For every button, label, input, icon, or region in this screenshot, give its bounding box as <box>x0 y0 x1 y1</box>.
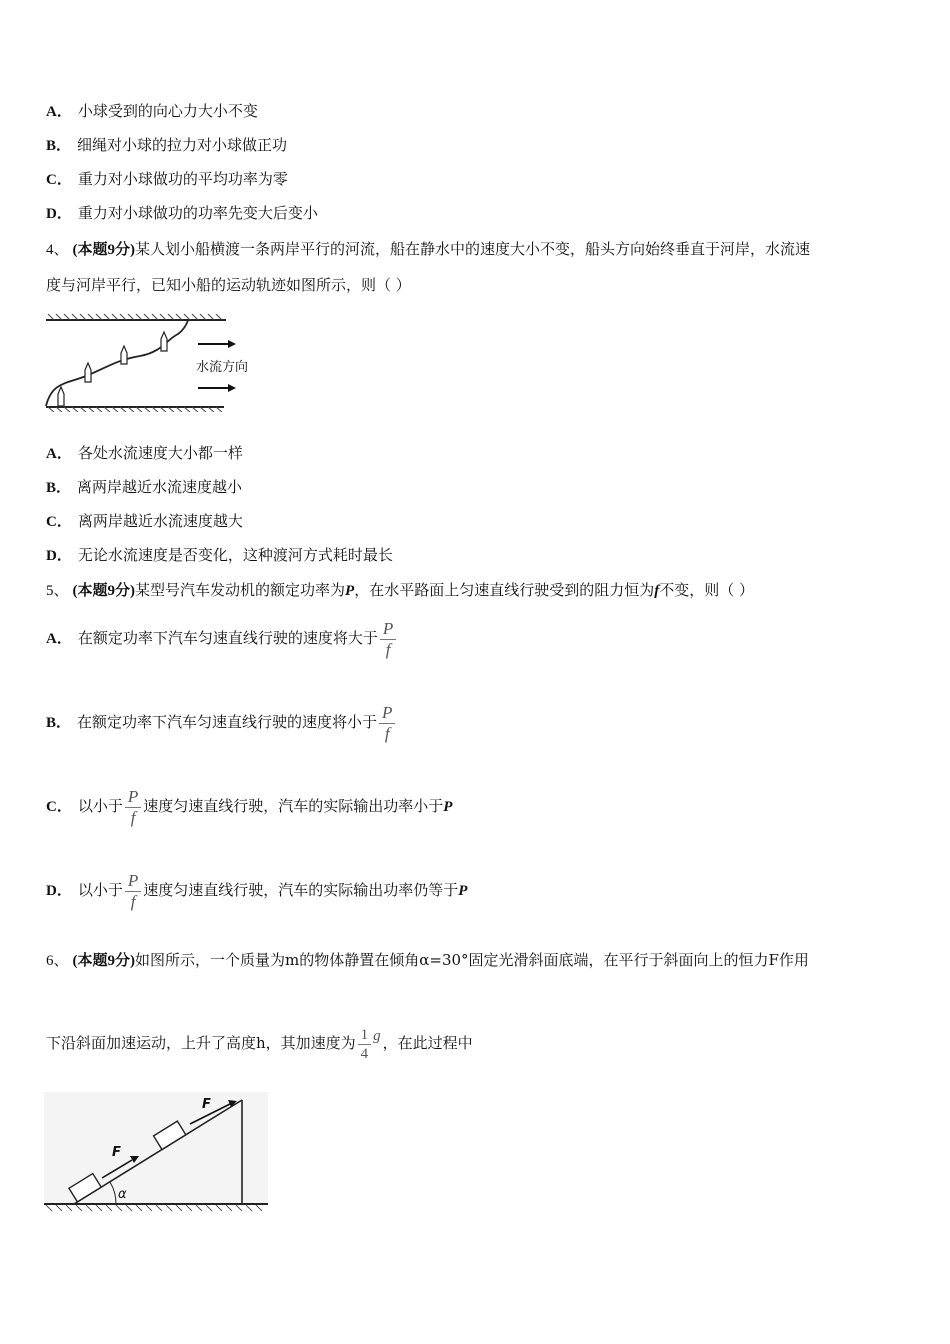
q6-stem-line1: 6、 (本题9分)如图所示，一个质量为m的物体静置在倾角α=30°固定光滑斜面底端，在平行于斜面向上的恒力F作用 <box>46 951 809 969</box>
flow-direction-label: 水流方向 <box>196 360 249 375</box>
q4-option-b: B． 离两岸越近水流速度越小 <box>46 478 243 496</box>
force-label: F <box>202 1097 211 1112</box>
q5-option-a: A． 在额定功率下汽车匀速直线行驶的速度将大于 $\frac{P}{f}$ <box>46 618 398 660</box>
fraction-p-over-f: $\frac{P}{f}$ <box>125 871 141 912</box>
fraction-p-over-f: $\frac{P}{f}$ <box>125 787 141 828</box>
boat-icon <box>58 387 64 406</box>
ground-hatch <box>46 1205 262 1211</box>
q5-stem: 5、 (本题9分)某型号汽车发动机的额定功率为P，在水平路面上匀速直线行驶受到的阻力恒为f不变，则（ ） <box>46 581 754 599</box>
q4-option-d: D． 无论水流速度是否变化，这种渡河方式耗时最长 <box>46 546 393 564</box>
boat-trajectory <box>46 320 188 406</box>
q3-option-b: B． 细绳对小球的拉力对小球做正功 <box>46 136 288 154</box>
force-label: F <box>112 1145 121 1160</box>
q5-option-d: D． 以小于 $\frac{P}{f}$ 速度匀速直线行驶，汽车的实际输出功率仍等于P <box>46 870 468 911</box>
q5-option-c: C． 以小于 $\frac{P}{f}$ 速度匀速直线行驶，汽车的实际输出功率小于P <box>46 786 453 827</box>
gravity-symbol: g <box>373 1028 381 1044</box>
fraction-one-quarter: $\frac{1}{4}$ <box>358 1026 372 1063</box>
boat-icon <box>121 346 127 364</box>
flow-arrow-head <box>228 384 236 392</box>
boat-icon <box>85 363 91 382</box>
q6-stem-line2: 下沿斜面加速运动，上升了高度h，其加速度为 $\frac{1}{4}$ g ，在此过程中 <box>46 1016 473 1063</box>
fraction-p-over-f: $\frac{P}{f}$ <box>380 619 396 660</box>
q4-option-c: C． 离两岸越近水流速度越大 <box>46 512 243 530</box>
q5-option-b: B． 在额定功率下汽车匀速直线行驶的速度将小于 $\frac{P}{f}$ <box>46 702 397 744</box>
flow-arrow-head <box>228 340 236 348</box>
q4-option-a: A． 各处水流速度大小都一样 <box>46 444 243 462</box>
boat-icon <box>161 332 167 351</box>
q4-stem-line1: 4、 (本题9分)某人划小船横渡一条两岸平行的河流，船在静水中的速度大小不变，船头方向始终垂直于河岸，水流速 <box>46 240 811 258</box>
fraction-p-over-f: $\frac{P}{f}$ <box>379 703 395 744</box>
angle-label: α <box>118 1187 127 1202</box>
q3-option-d: D． 重力对小球做功的功率先变大后变小 <box>46 204 318 222</box>
incline-figure <box>44 1092 268 1214</box>
q3-option-c: C． 重力对小球做功的平均功率为零 <box>46 170 288 188</box>
q4-stem-line2: 度与河岸平行，已知小船的运动轨迹如图所示，则（ ） <box>46 276 411 294</box>
q3-option-a: A． 小球受到的向心力大小不变 <box>46 102 258 120</box>
river-crossing-figure <box>44 312 264 412</box>
